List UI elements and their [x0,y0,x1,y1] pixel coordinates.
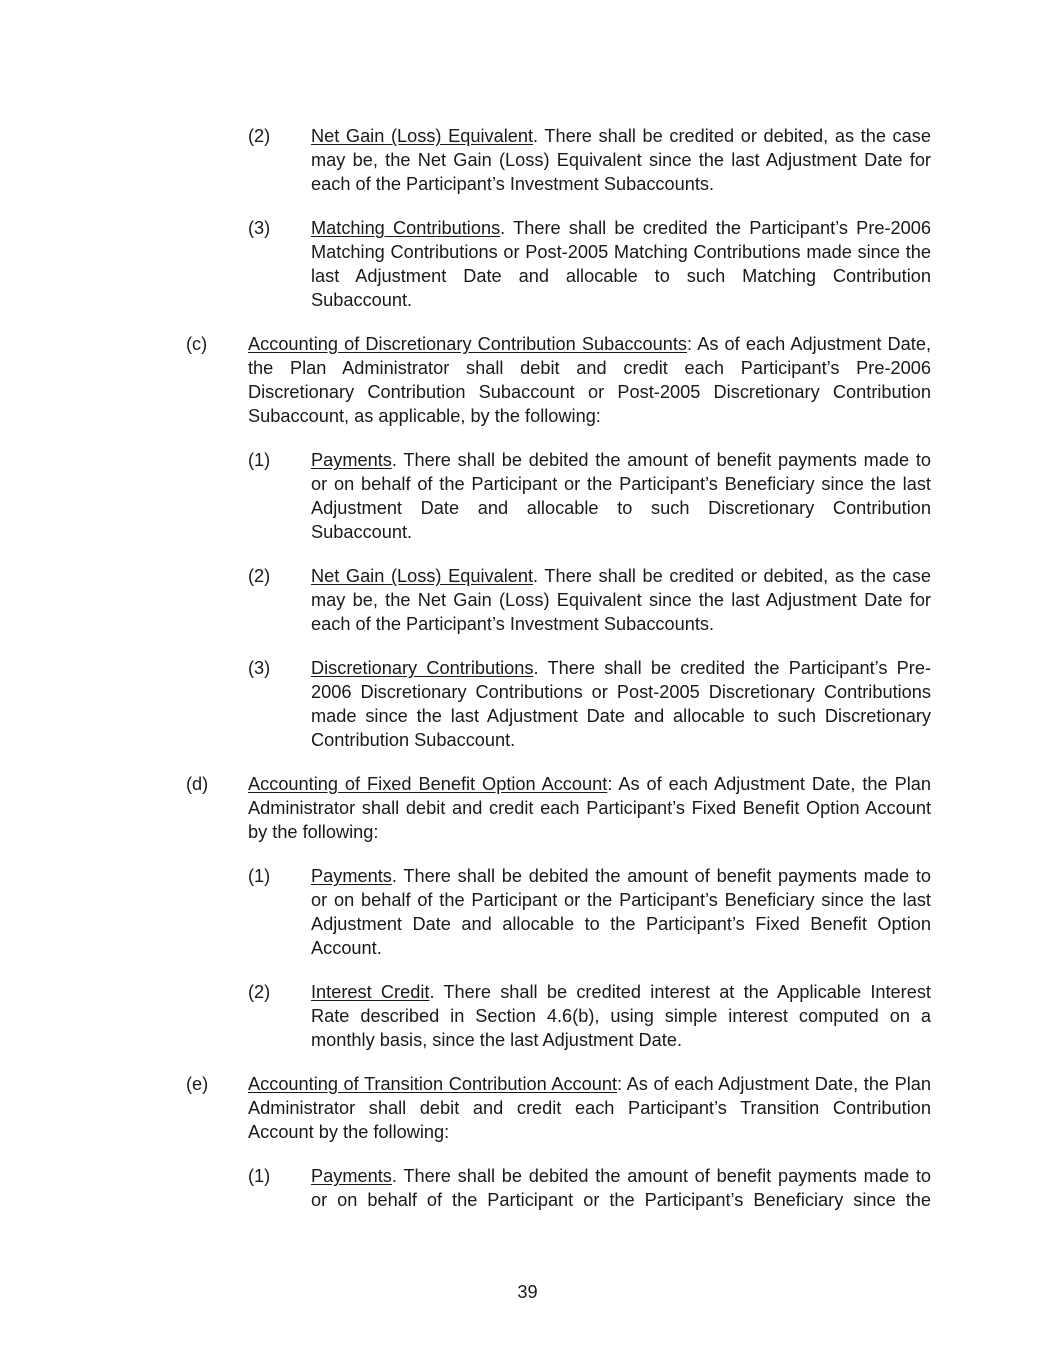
item-text: There shall be credited or debited, as the case may be, the Net Gain (Loss) Equivalent since the last Adjustment Date for each of the Participant’s Investment Subaccounts. [311,126,931,194]
item-body [311,1164,931,1212]
item-heading: Payments [311,866,392,886]
item-body [248,332,931,428]
item-body [248,1072,931,1144]
item-number: (c) [186,334,208,354]
item-heading: Accounting of Discretionary Contribution Subaccounts [248,334,688,354]
item-body [311,216,931,312]
heading-separator: : [617,1074,627,1094]
heading-separator: . [429,982,444,1002]
item-heading: Payments [311,1166,392,1186]
heading-separator: . [391,866,404,886]
item-text: There shall be debited the amount of benefit payments made to or on behalf of the Participant or the Participant’s Beneficiary since the [311,1166,931,1210]
heading-separator: . [391,1166,404,1186]
item-body [311,656,931,752]
item-number: (e) [186,1074,209,1094]
page-number: 39 [517,1282,538,1302]
item-heading: Net Gain (Loss) Equivalent [311,566,534,586]
item-heading: Discretionary Contributions [311,658,534,678]
heading-separator: . [533,566,545,586]
item-heading: Accounting of Transition Contribution Account [248,1074,618,1094]
item-text: There shall be debited the amount of benefit payments made to or on behalf of the Participant or the Participant’s Beneficiary since the last Adjustment Date and allocable to the Participant’s Fixed Benefit Option Account. [311,866,931,958]
item-heading: Matching Contributions [311,218,501,238]
item-text: There shall be credited interest at the Applicable Interest Rate described in Section 4.6(b), using simple interest computed on a monthly basis, since the last Adjustment Date. [311,982,931,1050]
item-number: (1) [248,450,271,470]
heading-separator: . [533,126,545,146]
item-number: (1) [248,866,271,886]
item-text: As of each Adjustment Date, the Plan Administrator shall debit and credit each Participant’s Pre-2006 Discretionary Contribution Subaccount or Post-2005 Discretionary Contribution Subaccount, as applicable, by the following: [248,334,931,426]
item-number: (3) [248,218,271,238]
item-number: (1) [248,1166,271,1186]
item-text: As of each Adjustment Date, the Plan Administrator shall debit and credit each Participant’s Transition Contribution Account by the following: [248,1074,932,1142]
item-heading: Payments [311,450,392,470]
item-body [311,864,931,960]
item-text: There shall be debited the amount of benefit payments made to or on behalf of the Participant or the Participant’s Beneficiary since the last Adjustment Date and allocable to such Discretionary Contribution Subaccount. [311,450,931,542]
item-number: (2) [248,126,271,146]
item-body [311,980,931,1052]
item-heading: Accounting of Fixed Benefit Option Account [248,774,608,794]
item-body [311,448,931,544]
item-body [311,124,931,196]
item-text: As of each Adjustment Date, the Plan Administrator shall debit and credit each Participant’s Fixed Benefit Option Account by the following: [248,774,931,842]
heading-separator: . [533,658,548,678]
heading-separator: : [607,774,619,794]
item-body [311,564,931,636]
item-text: There shall be credited the Participant’s Pre-2006 Matching Contributions or Post-2005 Matching Contributions made since the last Adjustment Date and allocable to such Matching Contribution Subaccount. [311,218,932,310]
heading-separator: . [391,450,404,470]
item-heading: Net Gain (Loss) Equivalent [311,126,534,146]
item-number: (3) [248,658,271,678]
item-heading: Interest Credit [311,982,430,1002]
item-number: (2) [248,566,271,586]
item-body [248,772,931,844]
heading-separator: . [500,218,514,238]
item-number: (d) [186,774,209,794]
item-text: There shall be credited the Participant’s Pre-2006 Discretionary Contributions or Post-2005 Discretionary Contributions made since the last Adjustment Date and allocable to such Discretionary Contribution Subaccount. [311,658,932,750]
item-text: There shall be credited or debited, as the case may be, the Net Gain (Loss) Equivalent since the last Adjustment Date for each of the Participant’s Investment Subaccounts. [311,566,931,634]
item-number: (2) [248,982,271,1002]
heading-separator: : [687,334,698,354]
